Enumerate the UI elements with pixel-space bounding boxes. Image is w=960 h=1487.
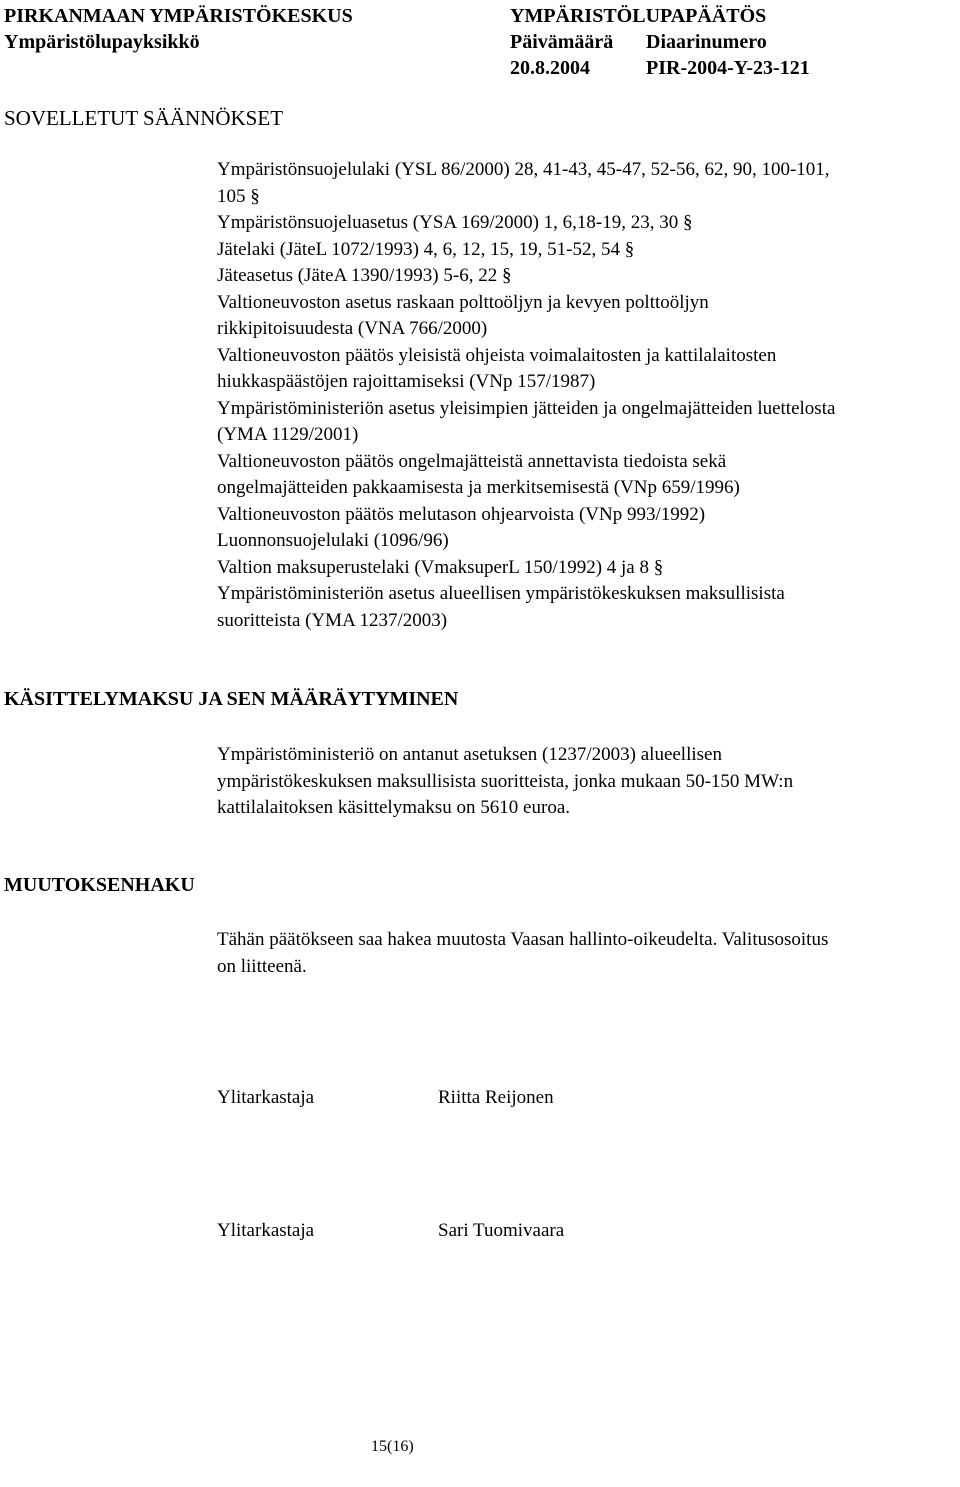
list-item: (YMA 1129/2001)	[217, 424, 359, 445]
unit-name: Ympäristölupayksikkö	[4, 31, 200, 53]
paragraph-line: Tähän päätökseen saa hakea muutosta Vaasan hallinto-oikeudelta. Valitusosoitus	[217, 929, 829, 950]
list-item: suoritteista (YMA 1237/2003)	[217, 609, 448, 631]
section-heading-applied-rules: SOVELLETUT SÄÄNNÖKSET	[4, 106, 284, 130]
page-number: 15(16)	[371, 1438, 414, 1455]
paragraph-line: on liitteenä.	[217, 955, 307, 977]
date-label: Päivämäärä	[510, 31, 614, 53]
list-item: Jäteasetus (JäteA 1390/1993) 5-6, 22 §	[217, 265, 512, 286]
paragraph-line: Ympäristöministeriö on antanut asetuksen (1237/2003) alueellisen	[217, 744, 722, 765]
list-item: rikkipitoisuudesta (VNA 766/2000)	[217, 318, 488, 339]
applied-rules-list	[217, 157, 957, 634]
list-item: Valtion maksuperustelaki (VmaksuperL 150/1992) 4 ja 8 §	[217, 556, 664, 578]
list-item: Ympäristönsuojelulaki (YSL 86/2000) 28, 41-43, 45-47, 52-56, 62, 90, 100-101,	[217, 159, 830, 180]
diary-number-label: Diaarinumero	[646, 31, 767, 53]
list-item: 105 §	[217, 185, 260, 207]
paragraph-line: kattilalaitoksen käsittelymaksu on 5610 euroa.	[217, 797, 571, 818]
signature-name: Sari Tuomivaara	[438, 1220, 565, 1241]
paragraph-line: ympäristökeskuksen maksullisista suoritteista, jonka mukaan 50-150 MW:n	[217, 770, 794, 792]
list-item: Valtioneuvoston päätös yleisistä ohjeista voimalaitosten ja kattilalaitosten	[217, 344, 777, 366]
signature-title: Ylitarkastaja	[217, 1087, 315, 1108]
signature-name: Riitta Reijonen	[438, 1087, 554, 1108]
list-item: Valtioneuvoston päätös melutason ohjearvoista (VNp 993/1992)	[217, 503, 706, 525]
diary-number-value: PIR-2004-Y-23-121	[646, 57, 810, 79]
section-heading-fee: KÄSITTELYMAKSU JA SEN MÄÄRÄYTYMINEN	[4, 688, 459, 710]
organization-name: PIRKANMAAN YMPÄRISTÖKESKUS	[4, 5, 353, 27]
list-item: ongelmajätteiden pakkaamisesta ja merkitsemisestä (VNp 659/1996)	[217, 477, 740, 498]
list-item: hiukkaspäästöjen rajoittamiseksi (VNp 157/1987)	[217, 371, 596, 392]
list-item: Luonnonsuojelulaki (1096/96)	[217, 530, 449, 551]
section-heading-appeal: MUUTOKSENHAKU	[4, 874, 195, 896]
list-item: Valtioneuvoston päätös ongelmajätteistä annettavista tiedoista sekä	[217, 450, 727, 472]
list-item: Valtioneuvoston asetus raskaan polttoöljyn ja kevyen polttoöljyn	[217, 291, 709, 313]
date-value: 20.8.2004	[510, 57, 590, 79]
list-item: Ympäristönsuojeluasetus (YSA 169/2000) 1, 6,18-19, 23, 30 §	[217, 212, 693, 233]
list-item: Jätelaki (JäteL 1072/1993) 4, 6, 12, 15, 19, 51-52, 54 §	[217, 238, 635, 260]
list-item: Ympäristöministeriön asetus alueellisen ympäristökeskuksen maksullisista	[217, 583, 785, 604]
list-item: Ympäristöministeriön asetus yleisimpien jätteiden ja ongelmajätteiden luettelosta	[217, 397, 836, 419]
signature-title: Ylitarkastaja	[217, 1220, 315, 1241]
appeal-paragraph	[217, 927, 957, 980]
document-type: YMPÄRISTÖLUPAPÄÄTÖS	[510, 5, 767, 27]
fee-paragraph	[217, 742, 957, 822]
